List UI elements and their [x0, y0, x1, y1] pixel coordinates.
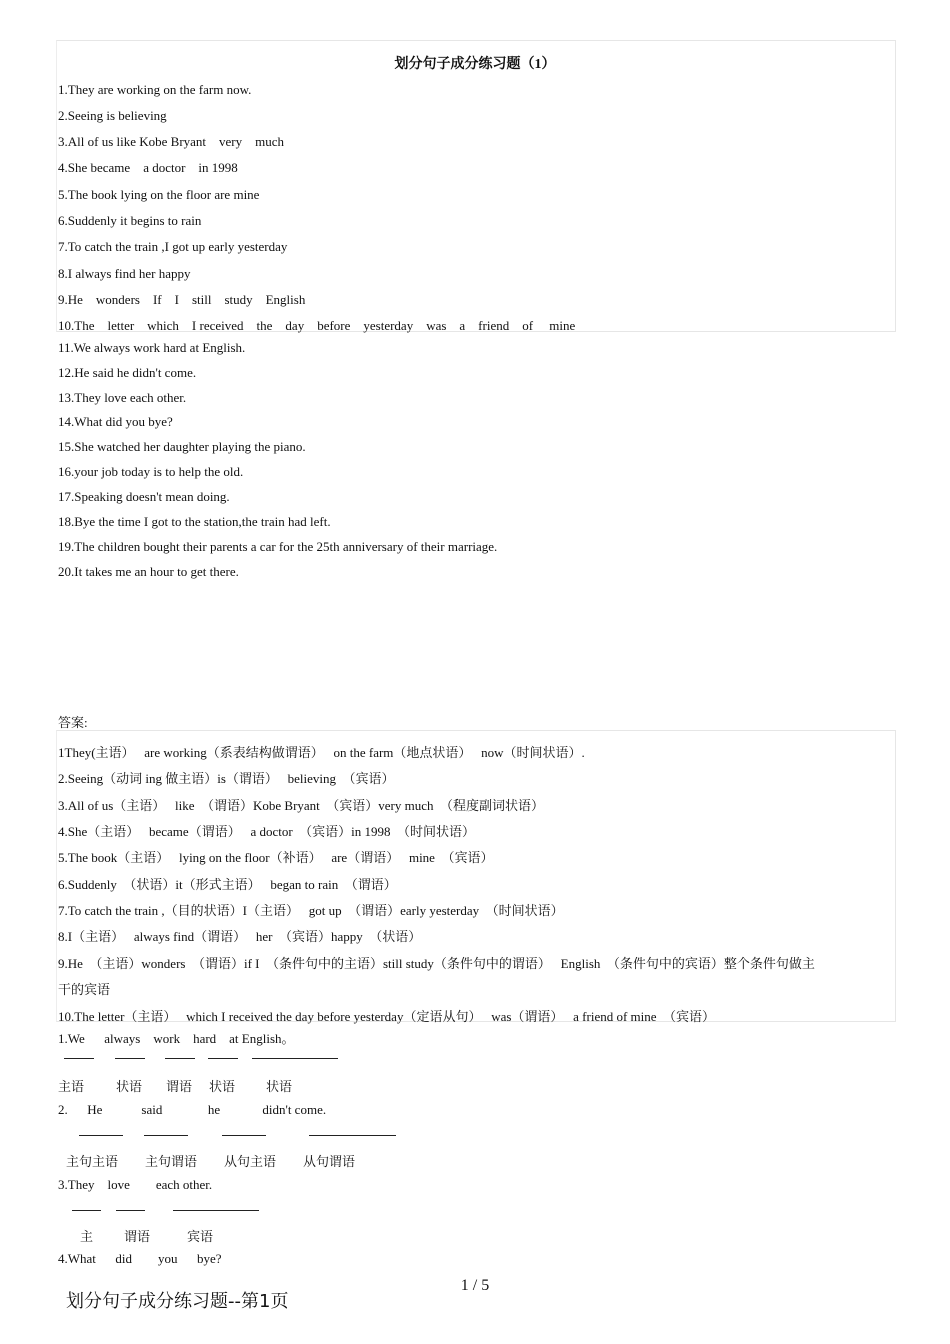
- analysis-sentence: 2. He said he didn't come.: [58, 1102, 327, 1117]
- page-footer: 划分句子成分练习题--第1页: [66, 1291, 289, 1312]
- underline: [309, 1135, 396, 1136]
- analysis-label: 状语: [116, 1079, 143, 1094]
- analysis-sentence: 1.We always work hard at English。: [58, 1031, 295, 1046]
- analysis-sentence: 3.They love each other.: [58, 1177, 213, 1192]
- question-item: 14.What did you bye?: [58, 414, 173, 429]
- question-item: 12.He said he didn't come.: [58, 365, 197, 380]
- question-item: 18.Bye the time I got to the station,the train had left.: [58, 514, 331, 529]
- answer-item: 5.The book（主语） lying on the floor（补语） are（谓语） mine （宾语）: [58, 850, 494, 865]
- question-item: 9.He wonders If I still study English: [58, 292, 306, 307]
- question-item: 2.Seeing is believing: [58, 108, 167, 123]
- answer-item: 8.I（主语） always find（谓语） her （宾语）happy （状语）: [58, 929, 422, 944]
- analysis-label: 主句主语: [66, 1154, 119, 1169]
- question-item: 20.It takes me an hour to get there.: [58, 564, 239, 579]
- question-item: 10.The letter which I received the day before yesterday was a friend of mine: [58, 318, 576, 333]
- answer-item: 2.Seeing（动词 ing 做主语）is（谓语） believing （宾语）: [58, 771, 395, 786]
- analysis-label: 谓语: [166, 1079, 193, 1094]
- analysis-label: 状语: [209, 1079, 236, 1094]
- question-item: 6.Suddenly it begins to rain: [58, 213, 202, 228]
- answers-label: 答案:: [58, 715, 88, 730]
- underline: [64, 1058, 94, 1059]
- question-item: 13.They love each other.: [58, 390, 187, 405]
- answer-item: 1They(主语） are working（系表结构做谓语） on the farm（地点状语） now（时间状语）.: [58, 745, 585, 760]
- question-item: 19.The children bought their parents a car for the 25th anniversary of their marriage.: [58, 539, 498, 554]
- question-item: 4.She became a doctor in 1998: [58, 160, 238, 175]
- answer-item: 干的宾语: [58, 982, 111, 997]
- page-title: 划分句子成分练习题（1）: [394, 57, 556, 72]
- analysis-label: 从句主语: [224, 1154, 277, 1169]
- answer-item: 9.He （主语）wonders （谓语）if I （条件句中的主语）still study（条件句中的谓语） English （条件句中的宾语）整个条件句做主: [58, 956, 815, 971]
- question-item: 15.She watched her daughter playing the piano.: [58, 439, 306, 454]
- analysis-label: 谓语: [124, 1229, 151, 1244]
- page-number: 1 / 5: [460, 1277, 490, 1294]
- question-item: 8.I always find her happy: [58, 266, 191, 281]
- underline: [116, 1210, 145, 1211]
- analysis-label: 主: [80, 1229, 94, 1244]
- analysis-label: 主语: [58, 1079, 85, 1094]
- answer-item: 3.All of us（主语） like （谓语）Kobe Bryant （宾语）very much （程度副词状语）: [58, 798, 545, 813]
- underline: [222, 1135, 266, 1136]
- analysis-label: 主句谓语: [145, 1154, 198, 1169]
- question-item: 16.your job today is to help the old.: [58, 464, 244, 479]
- analysis-sentence: 4.What did you bye?: [58, 1251, 222, 1266]
- answer-item: 10.The letter（主语） which I received the day before yesterday（定语从句） was（谓语） a friend of mine （宾语）: [58, 1009, 716, 1024]
- question-item: 1.They are working on the farm now.: [58, 82, 252, 97]
- question-item: 7.To catch the train ,I got up early yesterday: [58, 239, 288, 254]
- underline: [72, 1210, 101, 1211]
- underline: [144, 1135, 188, 1136]
- underline: [165, 1058, 195, 1059]
- analysis-label: 状语: [266, 1079, 293, 1094]
- answer-item: 6.Suddenly （状语）it（形式主语） began to rain （谓语）: [58, 877, 397, 892]
- answer-item: 4.She（主语） became（谓语） a doctor （宾语）in 1998 （时间状语）: [58, 824, 476, 839]
- answer-item: 7.To catch the train ,（目的状语）I（主语） got up （谓语）early yesterday （时间状语）: [58, 903, 564, 918]
- question-item: 5.The book lying on the floor are mine: [58, 187, 260, 202]
- underline: [208, 1058, 238, 1059]
- question-item: 3.All of us like Kobe Bryant very much: [58, 134, 285, 149]
- question-item: 17.Speaking doesn't mean doing.: [58, 489, 230, 504]
- underline: [79, 1135, 123, 1136]
- question-item: 11.We always work hard at English.: [58, 340, 246, 355]
- analysis-label: 从句谓语: [303, 1154, 356, 1169]
- underline: [252, 1058, 338, 1059]
- underline: [115, 1058, 145, 1059]
- underline: [173, 1210, 259, 1211]
- analysis-label: 宾语: [187, 1229, 214, 1244]
